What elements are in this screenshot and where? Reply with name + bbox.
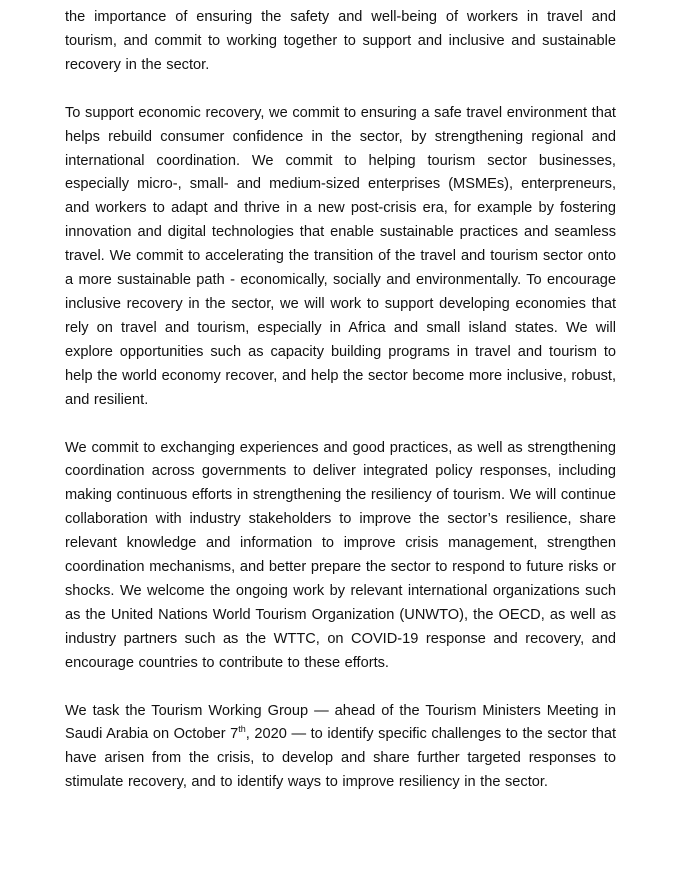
paragraph-text-before: We task the Tourism Working Group — ahead of the Tourism Ministers Meeting in Saudi Arabia on October 7: [65, 702, 616, 743]
paragraph-workers-safety: the importance of ensuring the safety and well-being of workers in travel and tourism, and commit to working together to support and inclusive and sustainable recovery in the sector.: [65, 9, 616, 73]
paragraph-working-group-task: [65, 700, 616, 796]
date-ordinal-superscript: th: [238, 724, 246, 735]
paragraph-text-after: , 2020 — to identify specific challenges to the sector that have arisen from the crisis, to develop and share further targeted responses to stimulate recovery, and to identify ways to improve resiliency in the sector.: [65, 726, 616, 791]
paragraph-economic-recovery: To support economic recovery, we commit to ensuring a safe travel environment that helps rebuild consumer confidence in the sector, by strengthening regional and international coordination. We commit to helping tourism sector businesses, especially micro-, small- and medium-sized enterprises (MSMEs), enterpreneurs, and workers to adapt and thrive in a new post-crisis era, for example by fostering innovation and digital technologies that enable sustainable practices and seamless travel. We commit to accelerating the transition of the travel and tourism sector onto a more sustainable path - economically, socially and environmentally. To encourage inclusive recovery in the sector, we will work to support developing economies that rely on travel and tourism, especially in Africa and small island states. We will explore opportunities such as capacity building programs in travel and tourism to help the world economy recover, and help the sector become more inclusive, robust, and resilient.: [65, 104, 616, 408]
paragraph-good-practices: We commit to exchanging experiences and good practices, as well as strengthening coordination across governments to deliver integrated policy responses, including making continuous efforts in strengthening the resiliency of tourism. We will continue collaboration with industry stakeholders to improve the sector’s resilience, share relevant knowledge and information to improve crisis management, strengthen coordination mechanisms, and better prepare the sector to respond to future risks or shocks. We welcome the ongoing work by relevant international organizations such as the United Nations World Tourism Organization (UNWTO), the OECD, as well as industry partners such as the WTTC, on COVID-19 response and recovery, and encourage countries to contribute to these efforts.: [65, 439, 616, 671]
document-page: [65, 6, 616, 819]
